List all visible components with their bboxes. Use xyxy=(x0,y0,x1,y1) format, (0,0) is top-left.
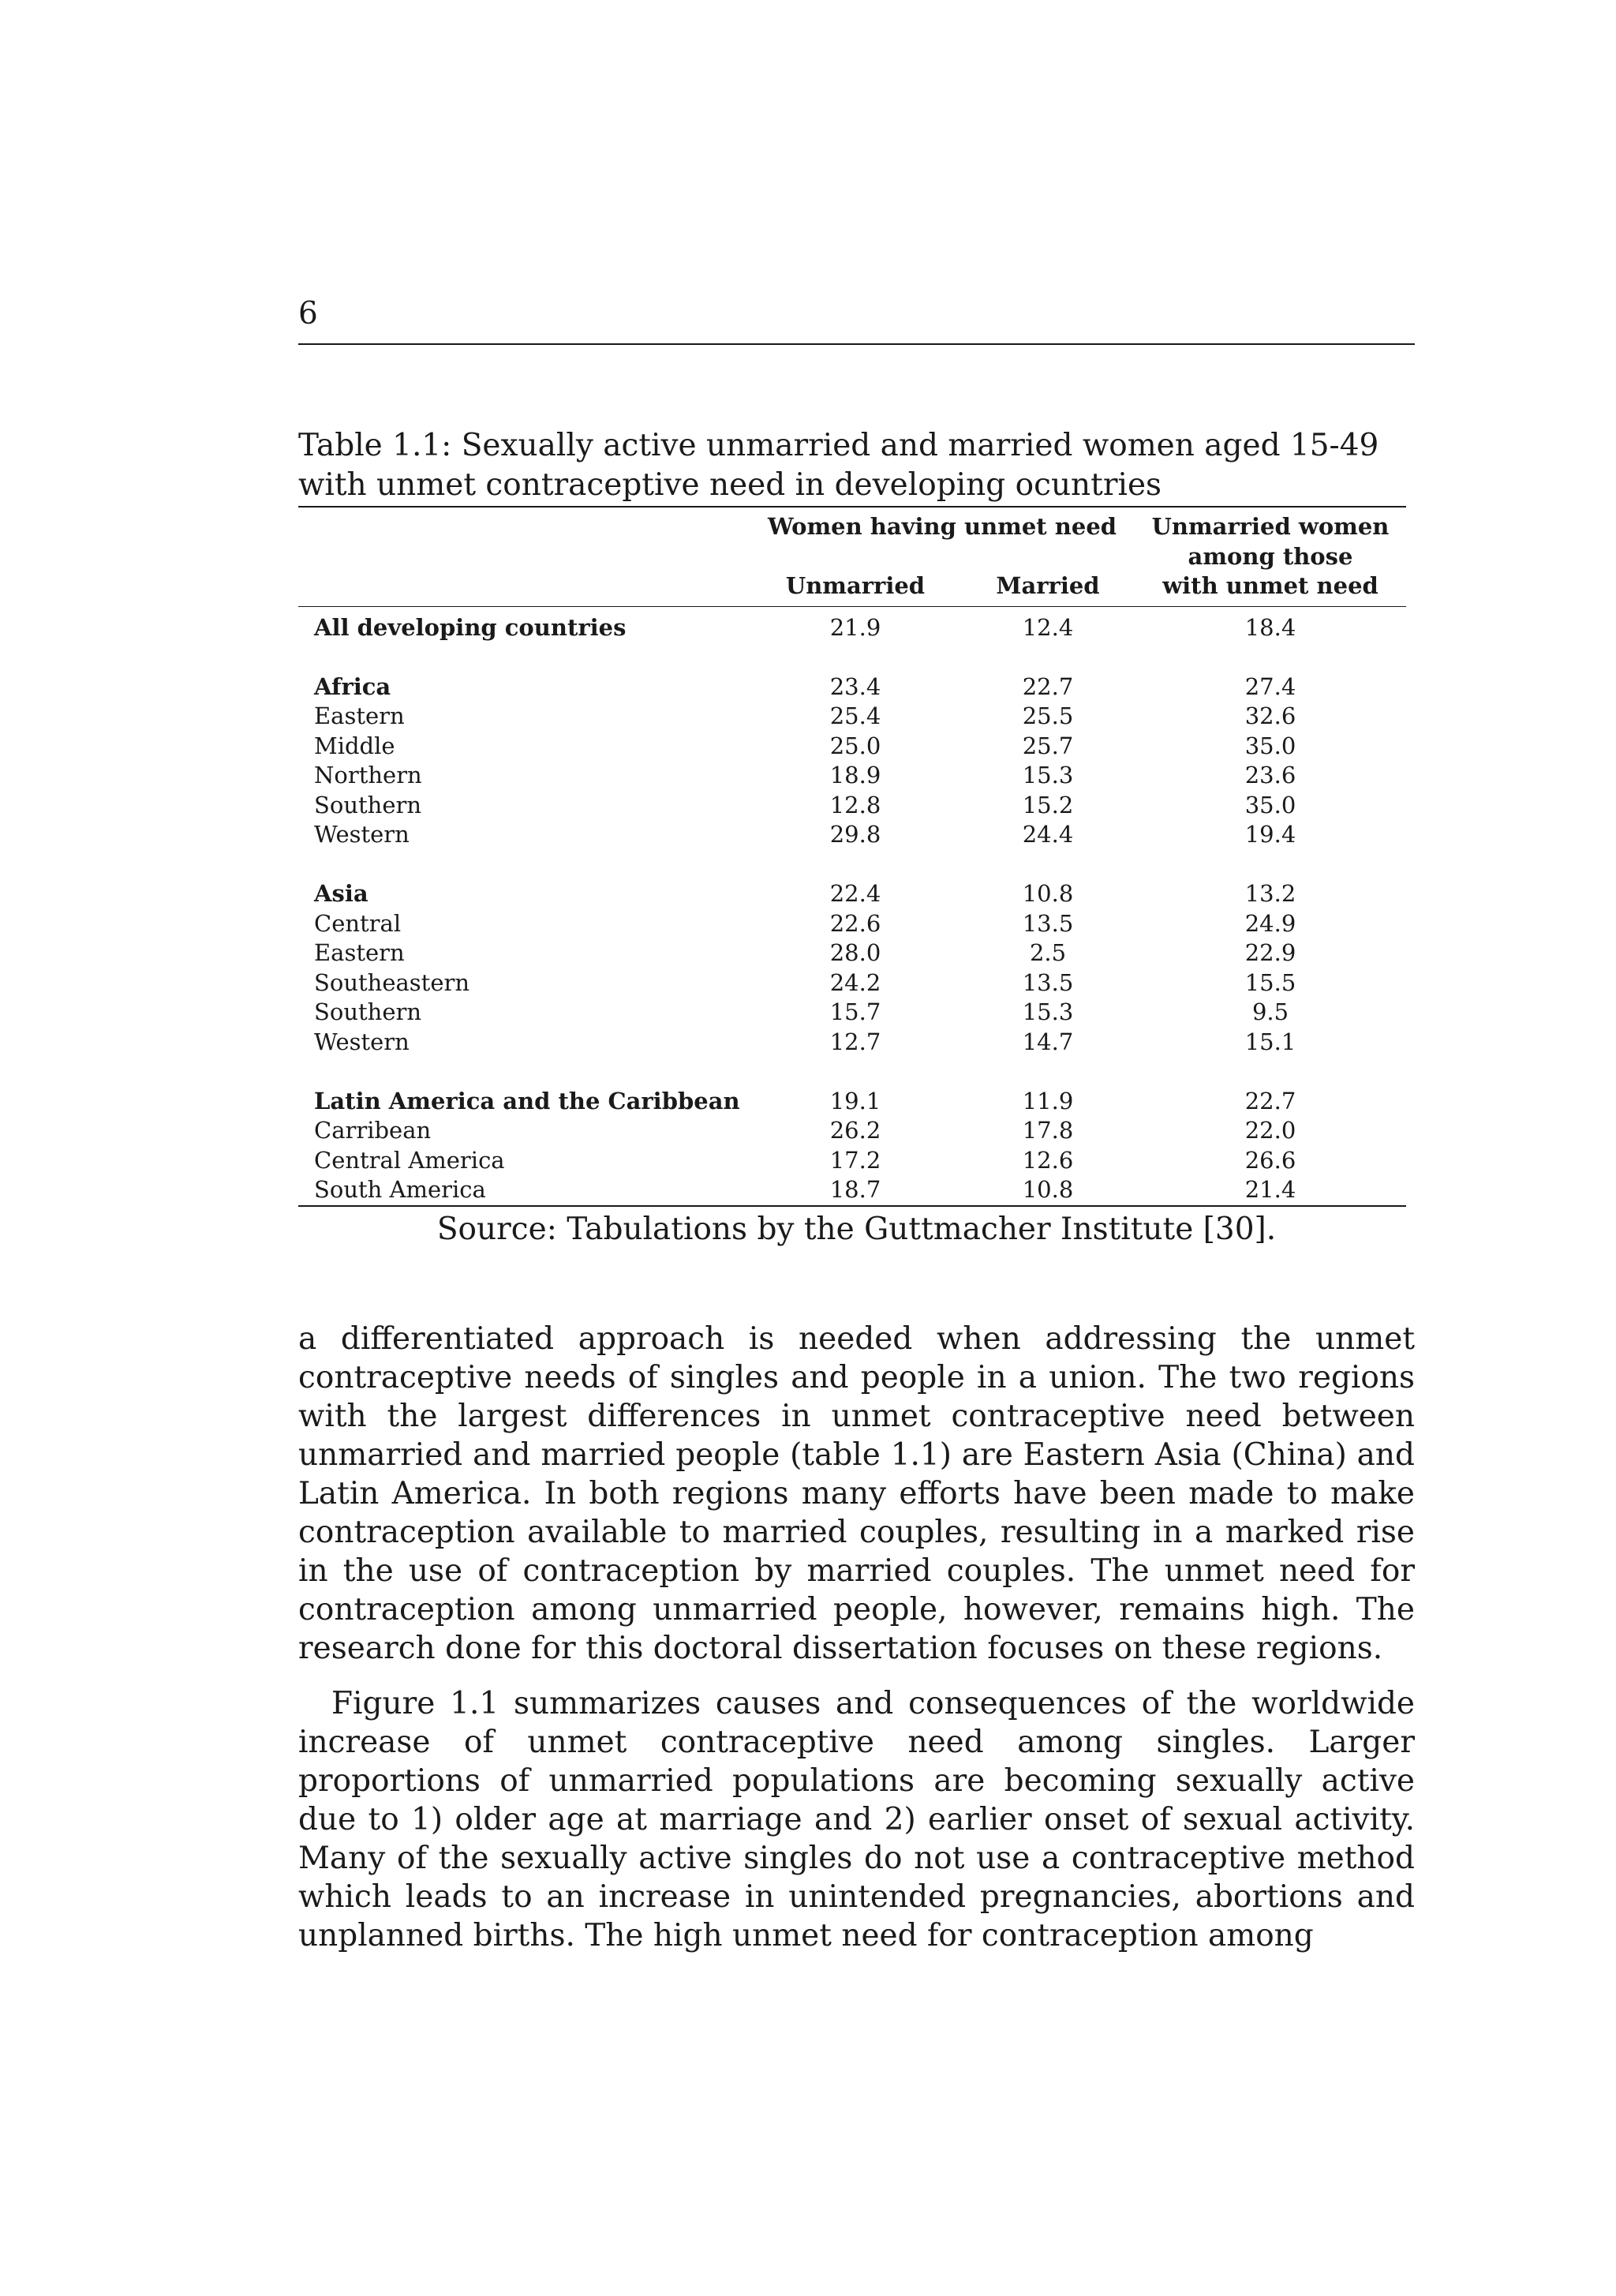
row-married-value: 14.7 xyxy=(1022,1028,1074,1055)
header-share-line2: among those xyxy=(1188,542,1353,570)
row-married-value: 15.3 xyxy=(1022,998,1074,1025)
row-label: Central America xyxy=(314,1146,505,1174)
table-row xyxy=(298,968,1406,998)
table-row xyxy=(298,732,1406,762)
row-unmarried-value: 29.8 xyxy=(829,821,881,848)
row-share-value: 21.4 xyxy=(1244,1176,1296,1203)
row-unmarried-value: 17.2 xyxy=(829,1146,881,1174)
row-married-value: 22.7 xyxy=(1022,672,1074,700)
table-spacer-row xyxy=(298,1057,1406,1087)
row-unmarried-value: 12.7 xyxy=(829,1028,881,1055)
header-share-line3: with unmet need xyxy=(1162,572,1378,599)
row-share-value: 22.0 xyxy=(1244,1117,1296,1144)
header-unmarried: Unmarried xyxy=(785,572,926,599)
row-unmarried-value: 26.2 xyxy=(829,1117,881,1144)
table-row xyxy=(298,606,1406,642)
row-married-value: 10.8 xyxy=(1022,1176,1074,1203)
row-unmarried-value: 19.1 xyxy=(829,1087,881,1114)
row-married-value: 15.2 xyxy=(1022,791,1074,818)
table-body xyxy=(298,606,1406,1206)
row-unmarried-value: 25.0 xyxy=(829,732,881,759)
table-row xyxy=(298,672,1406,702)
table-row xyxy=(298,879,1406,909)
table-row xyxy=(298,761,1406,791)
row-share-value: 24.9 xyxy=(1244,909,1296,937)
row-label: Western xyxy=(314,1028,410,1055)
row-share-value: 15.5 xyxy=(1244,968,1296,996)
row-married-value: 12.4 xyxy=(1022,613,1074,641)
table-row xyxy=(298,998,1406,1028)
row-label: Carribean xyxy=(314,1117,432,1144)
table-row xyxy=(298,702,1406,732)
row-unmarried-value: 18.9 xyxy=(829,762,881,788)
table-row xyxy=(298,909,1406,939)
row-unmarried-value: 23.4 xyxy=(829,672,881,700)
row-unmarried-value: 24.2 xyxy=(829,968,881,996)
row-unmarried-value: 22.4 xyxy=(829,880,881,907)
row-label: Western xyxy=(314,821,410,848)
row-married-value: 24.4 xyxy=(1022,821,1074,848)
row-share-value: 9.5 xyxy=(1251,998,1289,1025)
row-share-value: 13.2 xyxy=(1244,880,1296,907)
row-share-value: 35.0 xyxy=(1244,791,1296,818)
row-share-value: 23.6 xyxy=(1244,762,1296,788)
row-married-value: 15.3 xyxy=(1022,762,1074,788)
table-spacer-row xyxy=(298,850,1406,880)
row-share-value: 15.1 xyxy=(1244,1028,1296,1055)
table-row xyxy=(298,1175,1406,1206)
row-married-value: 17.8 xyxy=(1022,1117,1074,1144)
row-label: Southern xyxy=(314,998,422,1025)
row-label: Latin America and the Caribbean xyxy=(314,1087,740,1114)
table-caption: Table 1.1: Sexually active unmarried and married women aged 15-49 with unmet contraceptive need in developing ocuntries xyxy=(298,428,1379,503)
body-paragraph-1: a differentiated approach is needed when addressing the unmet contraceptive needs of singles and people in a union. The two regions with the largest differences in unmet contraceptive need between unmarried and married people (table 1.1) are Eastern Asia (China) and Latin America. In both regions many efforts have been made to make contraception available to married couples, resulting in a marked rise in the use of contraception by married couples. The unmet need for contraception among unmarried people, however, remains high. The research done for this doctoral dissertation focuses on these regions. xyxy=(298,1321,1415,1666)
header-empty-cell xyxy=(298,507,750,542)
row-share-value: 35.0 xyxy=(1244,732,1296,759)
table-row xyxy=(298,1146,1406,1176)
row-label: Northern xyxy=(314,762,422,788)
row-share-value: 32.6 xyxy=(1244,702,1296,729)
table-row xyxy=(298,791,1406,821)
row-share-value: 26.6 xyxy=(1244,1146,1296,1174)
header-share-line1: Unmarried women xyxy=(1151,513,1390,540)
row-share-value: 22.7 xyxy=(1244,1087,1296,1114)
table-row xyxy=(298,820,1406,850)
row-label: Central xyxy=(314,909,402,937)
table-row xyxy=(298,1087,1406,1117)
row-share-value: 22.9 xyxy=(1244,939,1296,966)
unmet-need-table xyxy=(298,506,1406,1207)
row-unmarried-value: 18.7 xyxy=(829,1176,881,1203)
row-unmarried-value: 15.7 xyxy=(829,998,881,1025)
row-share-value: 19.4 xyxy=(1244,821,1296,848)
row-unmarried-value: 22.6 xyxy=(829,909,881,937)
page-number: 6 xyxy=(298,296,318,331)
table-row xyxy=(298,938,1406,968)
row-married-value: 10.8 xyxy=(1022,880,1074,907)
row-label: Asia xyxy=(314,880,368,907)
row-married-value: 25.7 xyxy=(1022,732,1074,759)
row-label: Southeastern xyxy=(314,968,470,996)
row-unmarried-value: 28.0 xyxy=(829,939,881,966)
row-married-value: 12.6 xyxy=(1022,1146,1074,1174)
row-married-value: 25.5 xyxy=(1022,702,1074,729)
table-row xyxy=(298,1028,1406,1058)
header-rule xyxy=(298,343,1415,345)
row-married-value: 13.5 xyxy=(1022,968,1074,996)
row-label: Southern xyxy=(314,791,422,818)
row-married-value: 13.5 xyxy=(1022,909,1074,937)
row-label: Eastern xyxy=(314,939,405,966)
row-unmarried-value: 25.4 xyxy=(829,702,881,729)
row-share-value: 18.4 xyxy=(1244,613,1296,641)
table-row xyxy=(298,1116,1406,1146)
row-label: Africa xyxy=(314,672,391,700)
body-paragraph-2: Figure 1.1 summarizes causes and consequences of the worldwide increase of unmet contraceptive need among singles. Larger proportions of unmarried populations are becoming sexually active due to 1) older age at marriage and 2) earlier onset of sexual activity. Many of the sexually active singles do not use a contraceptive method which leads to an increase in unintended pregnancies, abortions and unplanned births. The high unmet need for contraception among xyxy=(298,1686,1415,1953)
row-married-value: 11.9 xyxy=(1022,1087,1074,1114)
row-share-value: 27.4 xyxy=(1244,672,1296,700)
row-label: All developing countries xyxy=(314,613,627,641)
data-table-container xyxy=(298,506,1406,1207)
header-married: Married xyxy=(996,572,1100,599)
row-unmarried-value: 12.8 xyxy=(829,791,881,818)
row-married-value: 2.5 xyxy=(1029,939,1067,966)
row-label: Middle xyxy=(314,732,395,759)
header-group-label: Women having unmet need xyxy=(767,513,1117,540)
table-source: Source: Tabulations by the Guttmacher Institute [30]. xyxy=(436,1212,1277,1247)
row-unmarried-value: 21.9 xyxy=(829,613,881,641)
row-label: Eastern xyxy=(314,702,405,729)
table-spacer-row xyxy=(298,642,1406,672)
row-label: South America xyxy=(314,1176,486,1203)
